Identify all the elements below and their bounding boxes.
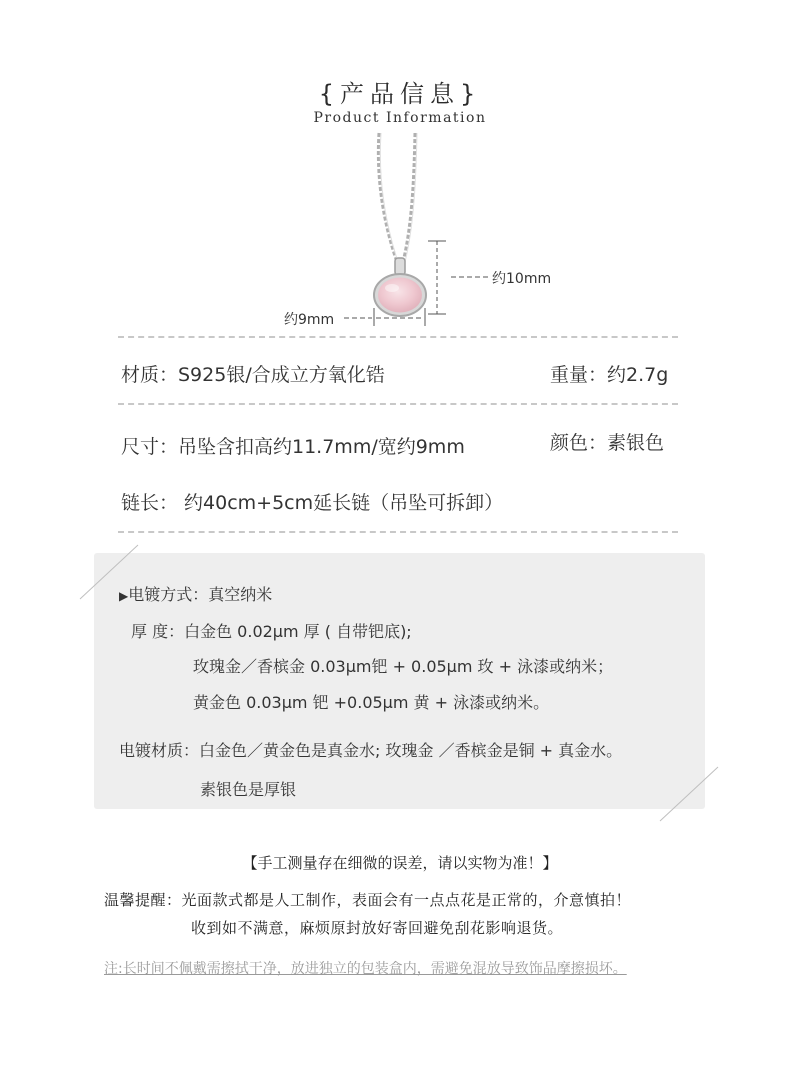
thickness-line-3: 黄金色 0.03μm 钯 +0.05μm 黄 + 泳漆或纳米。 xyxy=(193,693,550,712)
corner-decoration xyxy=(656,764,722,824)
weight-spec: 重量：约2.7g xyxy=(550,364,669,386)
thickness-line-1: 厚 度：白金色 0.02μm 厚 ( 自带钯底); xyxy=(131,622,412,641)
page-title: {产品信息} xyxy=(318,80,482,108)
tip-line-1: 温馨提醒：光面款式都是人工制作，表面会有一点点花是正常的，介意慎拍！ xyxy=(104,891,632,909)
triangle-bullet-icon: ▶ xyxy=(119,589,129,603)
divider xyxy=(118,531,678,533)
plating-material-1: 电镀材质：白金色／黄金色是真金水; 玫瑰金 ／香槟金是铜 + 真金水。 xyxy=(119,741,623,760)
width-label: 约9mm xyxy=(284,312,335,328)
thickness-line-2: 玫瑰金／香槟金 0.03μm钯 + 0.05μm 玫 + 泳漆或纳米； xyxy=(193,657,614,676)
material-spec: 材质：S925银/合成立方氧化锆 xyxy=(121,364,385,386)
necklace-image xyxy=(0,130,800,335)
measure-note: 【手工测量存在细微的误差，请以实物为准！】 xyxy=(242,854,558,872)
divider xyxy=(118,336,678,338)
tip-line-2: 收到如不满意，麻烦原封放好寄回避免刮花影响退货。 xyxy=(191,919,564,937)
chain-spec: 链长： 约40cm+5cm延长链（吊坠可拆卸） xyxy=(121,492,504,514)
care-warning: 注:长时间不佩戴需擦拭干净，放进独立的包装盒内，需避免混放导致饰品摩擦损坏。 xyxy=(104,961,627,977)
size-spec: 尺寸：吊坠含扣高约11.7mm/宽约9mm xyxy=(121,436,465,458)
plating-method: ▶电镀方式：真空纳米 xyxy=(119,585,273,604)
plating-material-2: 素银色是厚银 xyxy=(200,780,297,799)
height-label: 约10mm xyxy=(492,271,552,287)
page-subtitle: Product Information xyxy=(313,110,487,126)
divider xyxy=(118,403,678,405)
color-spec: 颜色：素银色 xyxy=(550,432,665,454)
